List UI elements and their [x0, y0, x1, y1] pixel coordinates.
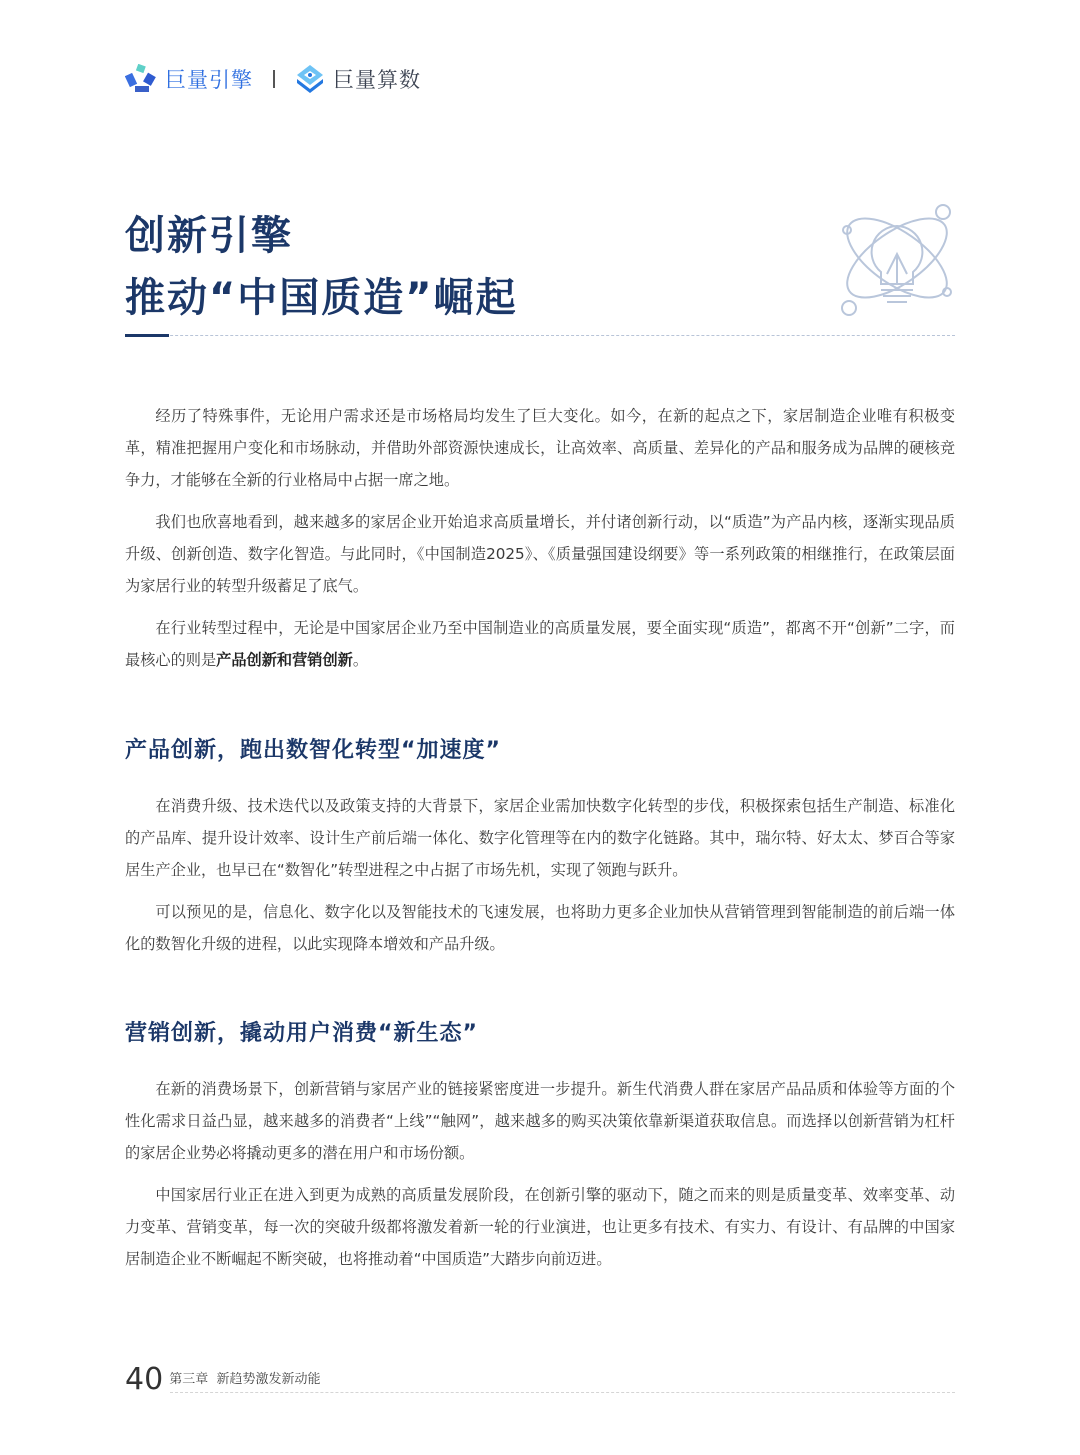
section-heading-marketing: 营销创新，撬动用户消费“新生态”: [125, 1021, 478, 1046]
intro-bold-text: 产品创新和营销创新: [216, 651, 353, 669]
header-logos: [125, 62, 421, 96]
section1-paragraph-1: 在消费升级、技术迭代以及政策支持的大背景下，家居企业需加快数字化转型的步伐，积极探索包括生产制造、标准化的产品库、提升设计效率、设计生产前后端一体化、数字化管理等在内的数字化链路。其中，瑞尔特、好太太、梦百合等家居生产企业，也早已在“数智化”转型进程之中占据了市场先机，实现了领跑与跃升。: [125, 797, 955, 879]
section2-paragraph-1: 在新的消费场景下，创新营销与家居产业的链接紧密度进一步提升。新生代消费人群在家居产品品质和体验等方面的个性化需求日益凸显，越来越多的消费者“上线”“触网”，越来越多的购买决策依靠新渠道获取信息。而选择以创新营销为杠杆的家居企业势必将撬动更多的潜在用户和市场份额。: [125, 1080, 955, 1162]
intro-end: 。: [352, 651, 368, 669]
chapter-title: 第三章 新趋势激发新动能: [169, 1372, 321, 1387]
section2-paragraph-2: 中国家居行业正在进入到更为成熟的高质量发展阶段，在创新引擎的驱动下，随之而来的则是质量变革、效率变革、动力变革、营销变革，每一次的突破升级都将激发着新一轮的行业演进，也让更多有技术、有实力、有设计、有品牌的中国家居制造企业不断崛起不断突破，也将推动着“中国质造”大踏步向前迈进。: [125, 1186, 955, 1268]
logo-separator: [273, 70, 275, 88]
title-divider: [125, 335, 955, 336]
title-line-2: 推动“中国质造”崛起: [125, 275, 518, 321]
footer-divider: [170, 1392, 955, 1393]
logo-ocean-engine: 巨量引擎: [165, 68, 253, 92]
intro-paragraph-2: 我们也欣喜地看到，越来越多的家居企业开始追求高质量增长，并付诸创新行动，以“质造”为产品内核，逐渐实现品质升级、创新创造、数字化智造。与此同时，《中国制造2025》、《质量强国建设纲要》等一系列政策的相继推行，在政策层面为家居行业的转型升级蓄足了底气。: [125, 513, 955, 595]
intro-text: 在行业转型过程中，无论是中国家居企业乃至中国制造业的高质量发展，要全面实现“质造”，都离不开“创新”二字，而最核心的则是: [125, 619, 955, 669]
intro-paragraph-1: 经历了特殊事件，无论用户需求还是市场格局均发生了巨大变化。如今，在新的起点之下，家居制造企业唯有积极变革，精准把握用户变化和市场脉动，并借助外部资源快速成长，让高效率、高质量、差异化的产品和服务成为品牌的硬核竞争力，才能够在全新的行业格局中占据一席之地。: [125, 407, 955, 489]
page-number: 40: [125, 1362, 164, 1397]
logo-suanshu: 巨量算数: [333, 68, 421, 92]
title-line-1: 创新引擎: [125, 213, 293, 259]
section1-paragraph-2: 可以预见的是，信息化、数字化以及智能技术的飞速发展，也将助力更多企业加快从营销管理到智能制造的前后端一体化的数智化升级的进程，以此实现降本增效和产品升级。: [125, 903, 955, 953]
title-divider-accent: [125, 334, 169, 337]
section-heading-product: 产品创新，跑出数智化转型“加速度”: [125, 738, 501, 763]
lightbulb-atom-icon: [835, 196, 960, 321]
page-title: [125, 205, 518, 329]
intro-paragraph-3: [125, 612, 955, 676]
suanshu-logo-icon: [295, 63, 325, 95]
ocean-engine-logo-icon: [125, 64, 157, 94]
